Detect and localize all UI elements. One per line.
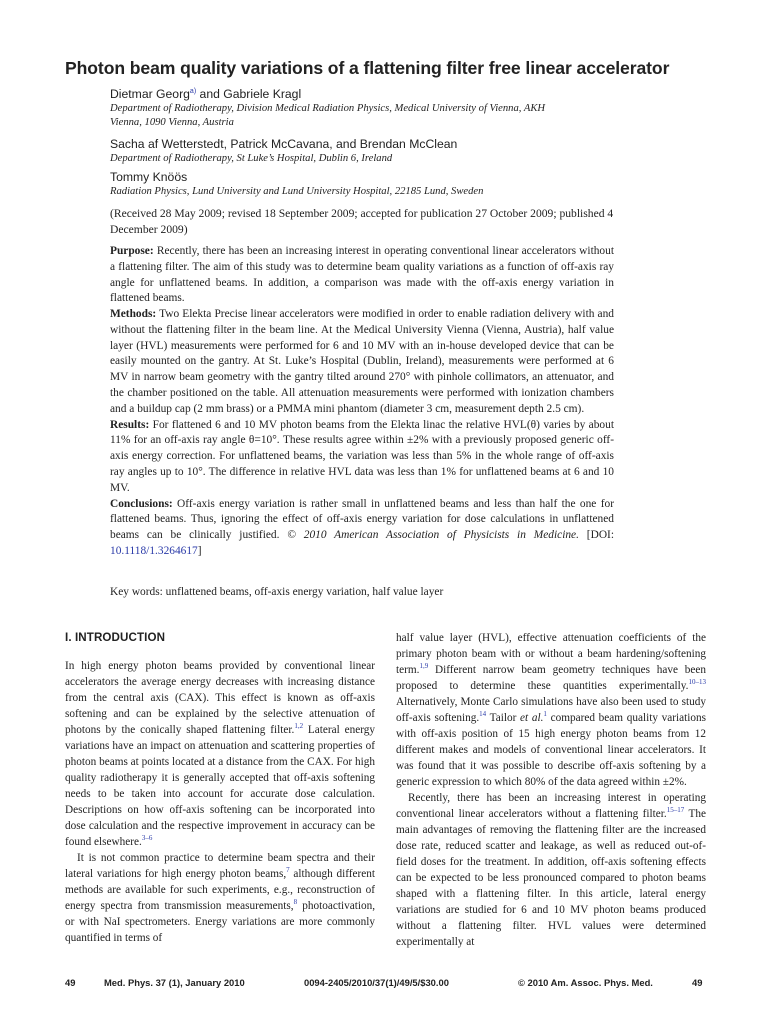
author-group-2 <box>110 136 630 166</box>
doi-link[interactable]: 10.1118/1.3264617 <box>110 544 198 557</box>
citation-link[interactable]: 15–17 <box>666 806 685 814</box>
footer-copyright: © 2010 Am. Assoc. Phys. Med. <box>518 977 653 988</box>
affiliation: Department of Radiotherapy, Division Medical Radiation Physics, Medical University of Vienna, AKH Vienna, 1090 Vienna, Austria <box>110 103 546 129</box>
abstract-purpose: Purpose: Recently, there has been an increasing interest in operating conventional linear accelerators without a flattening filter. The aim of this study was to determine beam quality variations as a function of off-axis ray angle for unflattened beams. In addition, a comparison was made with the off-axis energy variation in flattened beams. <box>110 245 614 305</box>
affiliation: Department of Radiotherapy, St Luke’s Hospital, Dublin 6, Ireland <box>110 153 393 164</box>
author-group-3 <box>110 169 630 199</box>
section-heading: I. INTRODUCTION <box>65 631 166 644</box>
abstract-methods: Methods: Two Elekta Precise linear accelerators were modified in order to enable radiation delivery with and without the flattening filter in the beam line. At the Medical University Vienna (Vienna, Austria), half value layer (HVL) measurements were performed for 6 and 10 MV with an in-house developed device that can be easily mounted on the gantry. At St. Luke’s Hospital (Dublin, Ireland), measurements were performed at 6 MV in narrow beam geometry with the gantry tilted around 270° with pinhole collimators, an attenuator, and the chamber positioned on the table. All attenuation measurements were performed with ionization chambers and a buildup cap (2 mm brass) or a PMMA mini phantom (diameter 3 cm, measurement depth 2.5 cm). <box>110 308 614 415</box>
abstract-conclusions: Conclusions: Off-axis energy variation is rather small in unflattened beams and less than half the one for flattened beams. Thus, ignoring the effect of off-axis energy variation for dose calculations in unflattened beams can be clinically justified. © 2010 American Association of Physicists in Medicine. [DOI: 10.1118/1.3264617] <box>110 497 614 557</box>
citation-link[interactable]: 3–6 <box>141 834 153 842</box>
abstract <box>110 244 614 560</box>
right-column <box>396 630 706 950</box>
citation-link[interactable]: 14 <box>479 710 487 718</box>
abstract-copyright: © 2010 American Association of Physicists in Medicine. <box>287 529 579 542</box>
author-names: Dietmar Georg$^{a)}$ and Gabriele Kragl <box>110 87 302 101</box>
issn-code: 0094-2405/2010/37(1)/49/5/$30.00 <box>304 977 449 988</box>
journal-citation: Med. Phys. 37 (1), January 2010 <box>104 977 245 988</box>
citation-link[interactable]: 8 <box>293 898 298 906</box>
keywords: Key words: unflattened beams, off-axis energy variation, half value layer <box>110 586 444 598</box>
paper-title: Photon beam quality variations of a flattening filter free linear accelerator <box>65 58 670 78</box>
paragraph: In high energy photon beams provided by conventional linear accelerators the average energy decreases with increasing distance from the central axis (CAX). This effect is known as off-axis softening and can be explained by the selective attenuation of photons by the conically shaped flattening filter.$^{1,2}$ Lateral energy variations have an impact on attenuation and scattering properties of photon beams at points located at a distance from the CAX. For high quality radiotherapy it is generally accepted that off-axis softening needs to be taken into account for accurate dose calculation. Descriptions on how off-axis softening can be incorporated into dose calculation and the respective improvement in accuracy can be found elsewhere.$^{3-6}$ <box>65 660 375 848</box>
publication-dates: (Received 28 May 2009; revised 18 September 2009; accepted for publication 27 October 2009; published 4 December 2009) <box>110 207 614 236</box>
citation-link[interactable]: 1 <box>543 710 547 718</box>
author-names: Tommy Knöös <box>110 170 188 184</box>
affiliation: Radiation Physics, Lund University and Lund University Hospital, 22185 Lund, Sweden <box>110 186 484 197</box>
author-names: Sacha af Wetterstedt, Patrick McCavana, and Brendan McClean <box>110 137 458 151</box>
abstract-results: Results: For flattened 6 and 10 MV photon beams from the Elekta linac the relative HVL(θ) varies by about 11% for an off-axis ray angle θ=10°. These results agree within ±2% with a previously proposed generic off-axis energy correction. For unflattened beams, the variation was less than 5% in the whole range of off-axis ray angles up to 10°. The difference in relative HVL data was less than 1% for unflattened beams at 6 and 10 MV. <box>110 418 614 494</box>
paragraph: half value layer (HVL), effective attenuation coefficients of the primary photon beam with or without a beam hardening/softening term.$^{1,9}$ Different narrow beam geometry techniques have been proposed to determine these quantities experimentally.$^{10-13}$ Alternatively, Monte Carlo simulations have also been used to study off-axis softening.$^{14}$ Tailor et al.$^1$ compared beam quality variations with off-axis position of 15 high energy photon beams from 12 different makes and models of conventional linear accelerators. It was found that it was possible to describe off-axis softening by a generic expression to which 80% of the data agreed within ±2%. <box>396 632 707 788</box>
page-number-left: 49 <box>65 977 76 988</box>
footnote-ref[interactable]: a) <box>189 88 197 95</box>
author-group-1 <box>110 86 630 131</box>
page-number-right: 49 <box>692 977 703 988</box>
citation-link[interactable]: 1,9 <box>419 662 429 670</box>
citation-link[interactable]: 7 <box>286 866 290 874</box>
paragraph: It is not common practice to determine beam spectra and their lateral variations for high energy photon beams,$^7$ although different methods are available for such experiments, e.g., reconstruction of energy spectra from transmission measurements,$^8$ photoactivation, or with NaI spectrometers. Energy variations are more commonly quantified in terms of <box>65 852 376 944</box>
left-column <box>65 630 375 946</box>
citation-link[interactable]: 10–13 <box>688 678 706 686</box>
citation-link[interactable]: 1,2 <box>294 722 304 730</box>
page-footer <box>0 977 768 993</box>
paragraph: Recently, there has been an increasing interest in operating conventional linear accelerators without a flattening filter.$^{15-17}$ The main advantages of removing the flattening filter are the increased dose rate, reduced scatter and leakage, as well as reduced out-of-field doses for the treatment. In addition, off-axis softening effects can be expected to be less pronounced compared to photon beams shaped with a flattening filter. In this article, lateral energy variations are studied for 6 and 10 MV photon beams produced without a flattening filter. HVL values were determined experimentally at <box>396 792 706 948</box>
